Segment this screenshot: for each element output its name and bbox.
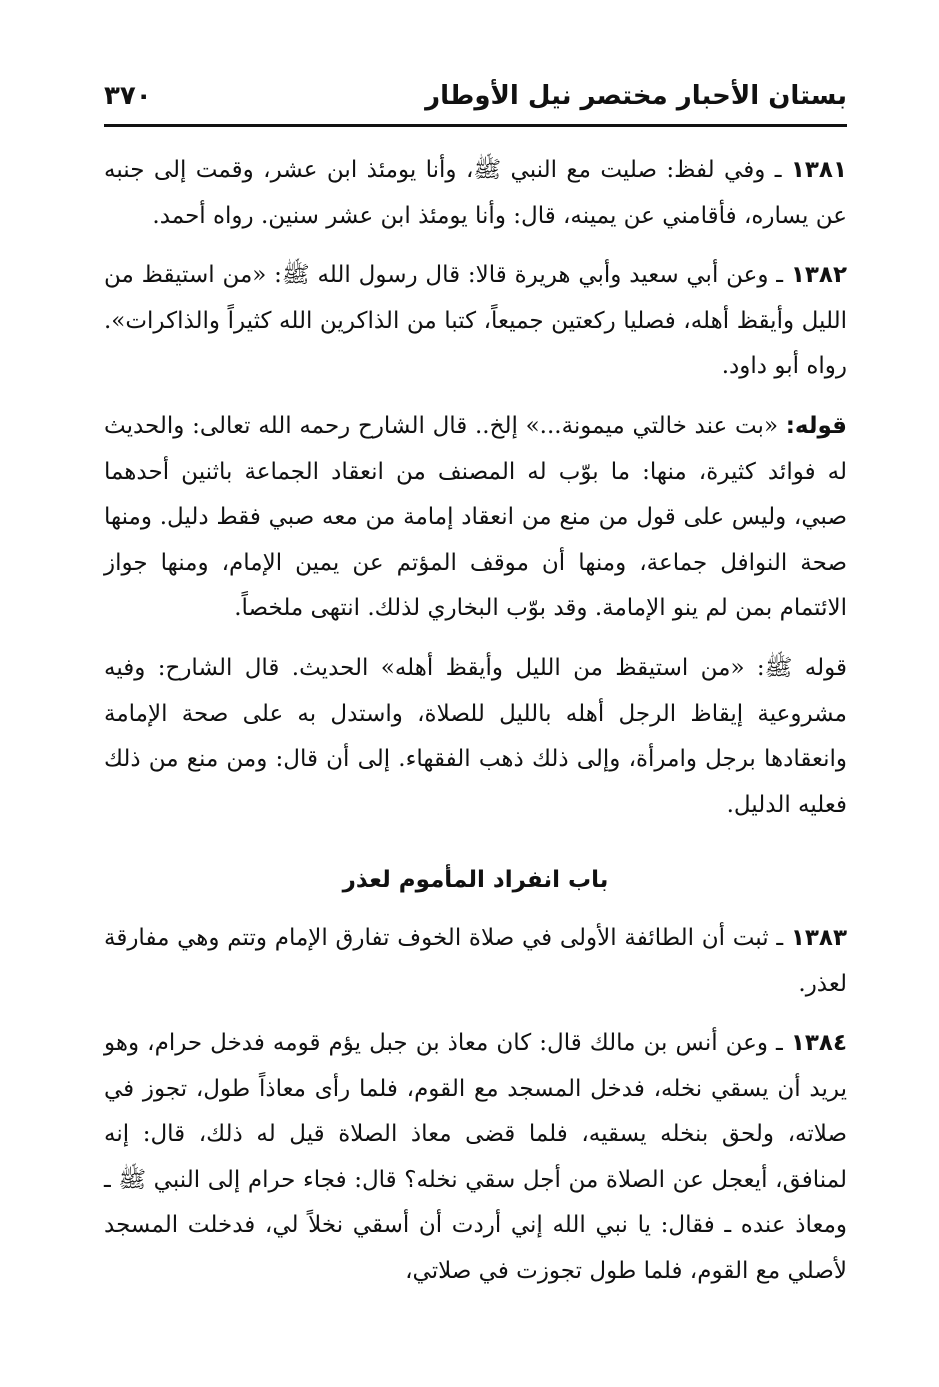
- hadith-1384: [104, 1021, 847, 1295]
- chapter-title: باب انفراد المأموم لعذر: [342, 867, 609, 894]
- main-text: [104, 148, 847, 1295]
- commentary-text: قوله ﷺ: «من استيقظ من الليل وأيقظ أهله» الحديث. قال الشارح: وفيه مشروعية إيقاظ الرجل أهله بالليل للصلاة، واستدل به على صحة الإمامة وانعقادها برجل وامرأة، وإلى ذلك ذهب الفقهاء. إلى أن قال: ومن منع من ذلك فعليه الدليل.: [104, 654, 847, 818]
- hadith-number: ١٣٨٢: [790, 262, 847, 289]
- hadith-text: ـ ثبت أن الطائفة الأولى في صلاة الخوف تفارق الإمام وتتم وهي مفارقة لعذر.: [104, 924, 847, 997]
- hadith-number: ١٣٨٣: [790, 924, 847, 951]
- hadith-text: ـ وفي لفظ: صليت مع النبي ﷺ، وأنا يومئذ ابن عشر، وقمت إلى جنبه عن يساره، فأقامني عن يمينه، قال: وأنا يومئذ ابن عشر سنين. رواه أحمد.: [104, 157, 847, 229]
- page-number: ٣٧٠: [104, 81, 152, 111]
- hadith-1381: [104, 148, 847, 239]
- running-header: [104, 72, 847, 120]
- hadith-number: ١٣٨١: [790, 157, 847, 183]
- header-rule: [104, 124, 847, 127]
- hadith-1383: [104, 916, 847, 1007]
- commentary-text: «بت عند خالتي ميمونة...» إلخ.. قال الشارح رحمه الله تعالى: والحديث له فوائد كثيرة، منها: ما بوّب له المصنف من انعقاد الجماعة باثنين أحدهما صبي، وليس على قول من منع من انعقاد إمامة من معه صبي فقط دليل. ومنها صحة النوافل جماعة، ومنها أن موقف المؤتم عن يمين الإمام، ومنها جواز الائتمام بمن لم ينو الإمامة. وقد بوّب البخاري لذلك. انتهى ملخصاً.: [104, 412, 847, 622]
- hadith-number: ١٣٨٤: [790, 1030, 847, 1057]
- commentary-lead: قوله:: [785, 412, 847, 439]
- commentary-1: [104, 404, 847, 632]
- hadith-1382: [104, 253, 847, 390]
- running-title: بستان الأحبار مختصر نيل الأوطار: [425, 81, 847, 111]
- hadith-text: ـ وعن أبي سعيد وأبي هريرة قالا: قال رسول الله ﷺ: «من استيقظ من الليل وأيقظ أهله، فصليا ركعتين جميعاً، كتبا من الذاكرين الله كثيراً والذاكرات». رواه أبو داود.: [104, 262, 847, 380]
- hadith-text: ـ وعن أنس بن مالك قال: كان معاذ بن جبل يؤم قومه فدخل حرام، وهو يريد أن يسقي نخله، فدخل المسجد مع القوم، فلما رأى معاذاً طول، تجوز في صلاته، ولحق بنخله يسقيه، فلما قضى معاذ الصلاة قيل له ذلك، قال: إنه لمنافق، أيعجل عن الصلاة من أجل سقي نخله؟ قال: فجاء حرام إلى النبي ﷺ ـ ومعاذ عنده ـ فقال: يا نبي الله إني أردت أن أسقي نخلاً لي، فدخلت المسجد لأصلي مع القوم، فلما طول تجوزت في صلاتي،: [104, 1030, 847, 1285]
- commentary-2: [104, 646, 847, 828]
